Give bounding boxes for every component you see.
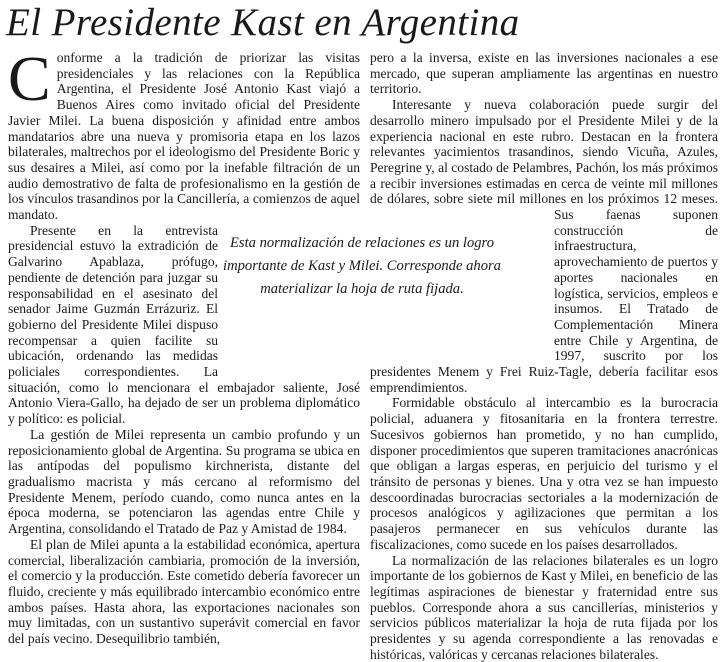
paragraph-5-part-a: Interesante y nueva colaboración puede surgir del desarrollo minero impulsado por el Presidente Milei y de la experiencia nacional en este rubro. Destacan en la frontera relevantes yacimientos trasandinos, siendo Vicuña, Azules, Peregrine y, al costado de Pelambres, Pachón, los más próximos a recibir inversiones estimadas en cerca de veinte mil millones de dólares, sobre siete mil millones en los próximos 12 meses. <box>370 97 718 206</box>
paragraph-4: El plan de Milei apunta a la estabilidad económica, apertura comercial, liberalización cambiaria, promoción de la inversión, el comercio y la producción. Este cometido debería favorecer un fluido, creciente y más equilibrado intercambio económico entre ambos países. Hasta ahora, las exportaciones nacionales son muy limitadas, con un sustantivo superávit comercial en favor del país vecino. Desequilibrio también, <box>8 537 360 647</box>
paragraph-1 <box>8 50 360 223</box>
paragraph-1-text: onforme a la tradición de priorizar las visitas presidenciales y las relaciones con la República Argentina, el Presidente José Antonio Kast viajó a Buenos Aires como invitado oficial del Presidente Javier Milei. La buena disposición y afinidad entre ambos mandatarios abre una nueva y promisoria etapa en los lazos bilaterales, maltrechos por el ideologismo del Presidente Boric y sus desaires a Milei, así como por la inefable filtración de un audio demostrativo de falta de profesionalismo en la gestión de los vínculos trasandinos por la Cancillería, a comienzos de aquel mandato. <box>8 50 360 222</box>
article-title: El Presidente Kast en Argentina <box>6 0 722 46</box>
right-column <box>370 50 718 662</box>
paragraph-3: La gestión de Milei representa un cambio profundo y un reposicionamiento global de Argentina. Su programa se ubica en las antípodas del populismo kirchnerista, distante del gradualismo macrista y más cercano al reformismo del Presidente Menem, período cuando, como nunca antes en la época moderna, se potenciaron las agendas entre Chile y Argentina, consolidando el Tratado de Paz y Amistad de 1984. <box>8 427 360 537</box>
pull-quote: Esta normalización de relaciones es un logro importante de Kast y Milei. Corresponde ahora materializar la hoja de ruta fijada. <box>212 232 512 301</box>
paragraph-7: La normalización de las relaciones bilaterales es un logro importante de los gobiernos de Kast y Milei, en beneficio de las legítimas aspiraciones de bienestar y fraternidad entre sus pueblos. Corresponde ahora a sus cancillerías, ministerios y servicios públicos materializar la hoja de ruta fijada por los presidentes y su agenda correspondiente a las renovadas e históricas, valóricas y cercanas relaciones bilaterales. <box>370 553 718 662</box>
paragraph-2-text: Presente en la entrevista presidencial estuvo la extradición de Galvarino Apablaza, prófugo, pendiente de detención para juzgar su responsabilidad en el asesinato del senador Jaime Guzmán Errázuriz. El gobierno del Presidente Milei dispuso recompensar a quien facilite su ubicación, ordenando las medidas policiales correspondientes. La situación, como lo mencionara el embajador saliente, José Antonio Viera-Gallo, ha dejado de ser un problema diplomático y político: es policial. <box>8 223 360 426</box>
drop-cap: C <box>8 54 51 104</box>
paragraph-4-continued: pero a la inversa, existe en las inversiones nacionales a ese mercado, que superan ampliamente las argentinas en nuestro territorio. <box>370 50 718 97</box>
paragraph-5-part-b: Sus faenas suponen construcción de infraestructura, aprovechamiento de puertos y aportes nacionales en logística, servicios, empleos e insumos. El Tratado de Complementación Minera entre Chile y Argentina, de 1997, suscrito por los presidentes Menem y Frei Ruiz-Tagle, debería facilitar esos emprendimientos. <box>370 207 718 395</box>
left-column <box>8 50 360 647</box>
paragraph-6: Formidable obstáculo al intercambio es la burocracia policial, aduanera y fitosanitaria en la frontera terrestre. Sucesivos gobiernos han prometido, y no han cumplido, disponer procedimientos que superen tramitaciones anacrónicas que obligan a largas esperas, en perjuicio del turismo y el tránsito de personas y bienes. Una y otra vez se han impuesto descoordinadas burocracias sectoriales a la modernización de procesos analógicos y agilizaciones que permitan a los pasajeros permanecer en sus vehículos durante las fiscalizaciones, como sucede en los países desarrollados. <box>370 395 718 552</box>
